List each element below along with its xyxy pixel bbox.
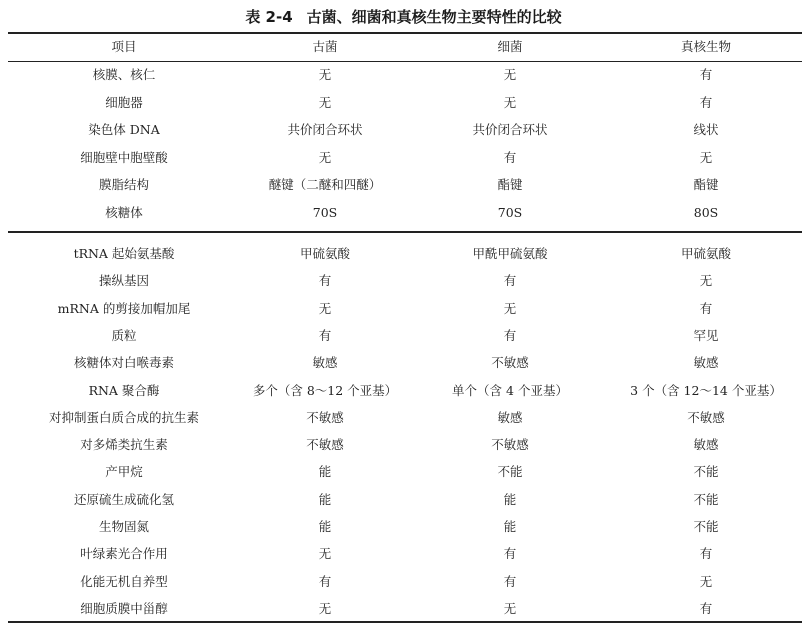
eukaryote-cell: 敏感 [693,437,719,453]
archaea-cell: 无 [318,149,332,165]
item-cell: 染色体 DNA [88,122,160,138]
eukaryote-cell: 无 [699,149,713,165]
eukaryote-cell: 有 [699,94,713,110]
eukaryote-cell: 不能 [693,519,719,534]
item-cell: 对抑制蛋白质合成的抗生素 [48,409,199,425]
bacteria-cell: 酯键 [497,177,523,193]
table-row [0,516,807,538]
eukaryote-cell: 线状 [693,122,719,138]
eukaryote-cell: 3 个（含 12～14 个亚基） [630,382,782,398]
eukaryote-cell: 有 [699,600,713,616]
item-cell: mRNA 的剪接加帽加尾 [57,300,191,316]
archaea-cell: 甲硫氨酸 [299,246,350,261]
archaea-cell: 70S [312,205,338,220]
eukaryote-cell: 有 [699,546,713,562]
eukaryote-cell: 甲硫氨酸 [680,246,731,261]
table-row [0,407,807,429]
archaea-cell: 多个（含 8～12 个亚基） [252,382,398,398]
header-row [0,36,807,58]
bacteria-cell: 有 [503,273,517,289]
archaea-cell: 无 [318,94,332,110]
table-number: 表 2-4 [245,8,293,26]
eukaryote-cell: 无 [699,573,713,589]
archaea-cell: 能 [318,464,332,480]
archaea-cell: 无 [318,600,332,616]
archaea-cell: 能 [318,519,332,534]
eukaryote-cell: 不能 [693,491,719,507]
bacteria-cell: 不能 [497,464,523,480]
bacteria-cell: 无 [503,67,517,82]
eukaryote-cell: 80S [693,205,719,220]
bacteria-cell: 不敏感 [491,437,529,453]
table-row [0,434,807,456]
archaea-cell: 不敏感 [306,409,344,425]
item-cell: 对多烯类抗生素 [80,437,168,453]
item-cell: 生物固氮 [98,519,149,534]
archaea-cell: 无 [318,546,332,562]
item-cell: 还原硫生成硫化氢 [73,491,174,507]
item-cell: 化能无机自养型 [80,573,168,589]
table-row [0,598,807,620]
item-cell: 操纵基因 [98,273,149,289]
table-row [0,489,807,511]
table-row [0,147,807,169]
header-item: 项目 [111,39,137,54]
archaea-cell: 无 [318,300,332,316]
top-rule [8,32,802,34]
item-cell: 核糖体 [105,205,143,220]
bacteria-cell: 不敏感 [491,355,529,371]
eukaryote-cell: 不敏感 [687,409,725,425]
header-bacteria: 细菌 [497,39,523,54]
archaea-cell: 能 [318,491,332,507]
table-row [0,325,807,347]
header-rule [8,61,802,62]
archaea-cell: 有 [318,273,332,289]
bottom-rule [8,621,802,623]
table-row [0,352,807,374]
bacteria-cell: 有 [503,149,517,165]
bacteria-cell: 有 [503,327,517,343]
item-cell: 核膜、核仁 [92,67,156,82]
item-cell: 膜脂结构 [98,177,149,193]
table-row [0,298,807,320]
bacteria-cell: 无 [503,94,517,110]
archaea-cell: 共价闭合环状 [287,122,363,138]
item-cell: RNA 聚合酶 [88,382,160,398]
item-cell: 质粒 [111,327,137,343]
item-cell: 细胞器 [105,94,143,110]
eukaryote-cell: 敏感 [693,355,719,371]
item-cell: 产甲烷 [105,464,143,480]
bacteria-cell: 能 [503,491,517,507]
item-cell: 细胞壁中胞壁酸 [80,149,168,165]
eukaryote-cell: 酯键 [693,177,719,193]
table-title: 古菌、细菌和真核生物主要特性的比较 [306,8,562,26]
eukaryote-cell: 罕见 [693,327,719,343]
archaea-cell: 不敏感 [306,437,344,453]
archaea-cell: 敏感 [312,355,338,371]
bacteria-cell: 共价闭合环状 [472,122,548,138]
table-row [0,202,807,224]
table-row [0,461,807,483]
group-divider-rule [8,231,802,233]
table-row [0,243,807,265]
item-cell: 叶绿素光合作用 [80,546,168,562]
bacteria-cell: 无 [503,300,517,316]
eukaryote-cell: 有 [699,67,713,82]
table-row [0,174,807,196]
table-row [0,92,807,114]
bacteria-cell: 能 [503,519,517,534]
table-row [0,119,807,141]
bacteria-cell: 敏感 [497,409,523,425]
table-row [0,270,807,292]
table-row [0,543,807,565]
table-row [0,64,807,86]
table-caption [0,6,807,27]
eukaryote-cell: 有 [699,300,713,316]
bacteria-cell: 有 [503,573,517,589]
item-cell: 细胞质膜中甾醇 [80,600,168,616]
archaea-cell: 醚键（二醚和四醚） [268,177,382,193]
bacteria-cell: 70S [497,205,523,220]
bacteria-cell: 甲酰甲硫氨酸 [472,246,548,261]
table-row [0,380,807,402]
archaea-cell: 有 [318,327,332,343]
bacteria-cell: 单个（含 4 个亚基） [452,382,568,398]
bacteria-cell: 有 [503,546,517,562]
header-archaea: 古菌 [312,39,338,54]
table-row [0,571,807,593]
header-eukaryote: 真核生物 [680,39,731,54]
item-cell: 核糖体对白喉毒素 [73,355,174,371]
item-cell: tRNA 起始氨基酸 [73,246,175,261]
archaea-cell: 无 [318,67,332,82]
eukaryote-cell: 无 [699,273,713,289]
archaea-cell: 有 [318,573,332,589]
eukaryote-cell: 不能 [693,464,719,480]
bacteria-cell: 无 [503,600,517,616]
